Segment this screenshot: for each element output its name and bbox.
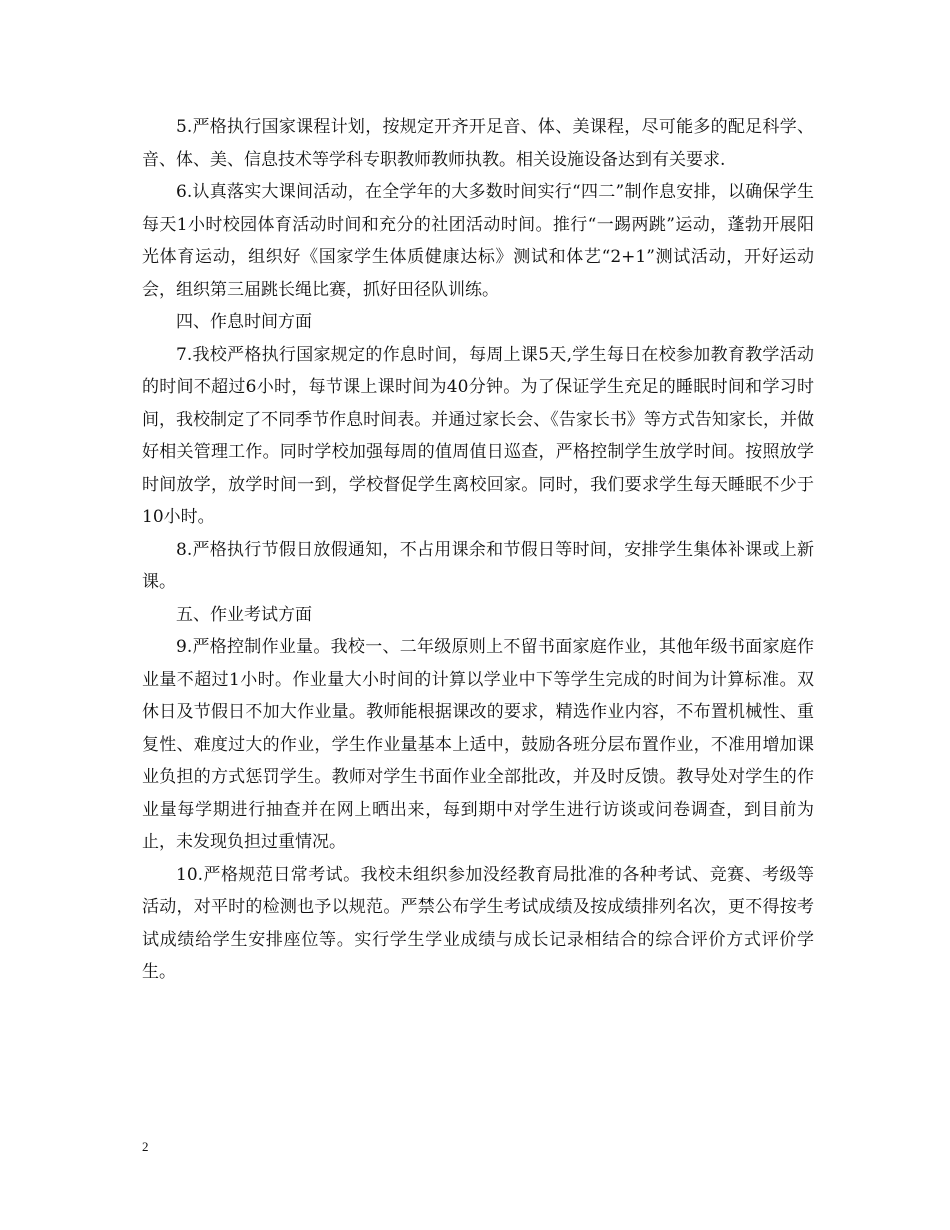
page-number: 2 [142,1139,149,1154]
paragraph-item-7: 7.我校严格执行国家规定的作息时间，每周上课5天,学生每日在校参加教育教学活动的时间不超过6小时，每节课上课时间为40分钟。为了保证学生充足的睡眠时间和学习时间，我校制定了不同季节作息时间表。并通过家长会、《告家长书》等方式告知家长，并做好相关管理工作。同时学校加强每周的值周值日巡查，严格控制学生放学时间。按照放学时间放学，放学时间一到，学校督促学生离校回家。同时，我们要求学生每天睡眠不少于10小时。 [142,344,814,527]
paragraph-item-8: 8.严格执行节假日放假通知，不占用课余和节假日等时间，安排学生集体补课或上新课。 [142,539,814,592]
paragraph-item-9: 9.严格控制作业量。我校一、二年级原则上不留书面家庭作业，其他年级书面家庭作业量不超过1小时。作业量大小时间的计算以学业中下等学生完成的时间为计算标准。双休日及节假日不加大作业量。教师能根据课改的要求，精选作业内容，不布置机械性、重复性、难度过大的作业，学生作业量基本上适中，鼓励各班分层布置作业，不准用增加课业负担的方式惩罚学生。教师对学生书面作业全部批改，并及时反馈。教导处对学生的作业量每学期进行抽查并在网上晒出来，每到期中对学生进行访谈或问卷调查，到目前为止，未发现负担过重情况。 [142,637,814,852]
section-heading-schedule: 四、作息时间方面 [176,312,312,332]
paragraph-item-6: 6.认真落实大课间活动，在全学年的大多数时间实行“四二”制作息安排，以确保学生每天1小时校园体育活动时间和充分的社团活动时间。推行“一踢两跳”运动，蓬勃开展阳光体育运动，组织好《国家学生体质健康达标》测试和体艺“2+1”测试活动，开好运动会，组织第三届跳长绳比赛，抓好田径队训练。 [142,182,814,300]
paragraph-item-5: 5.严格执行国家课程计划，按规定开齐开足音、体、美课程，尽可能多的配足科学、音、体、美、信息技术等学科专职教师教师执教。相关设施设备达到有关要求. [142,117,814,170]
section-heading-homework-exams: 五、作业考试方面 [176,604,312,625]
paragraph-item-10: 10.严格规范日常考试。我校未组织参加没经教育局批准的各种考试、竞赛、考级等活动，对平时的检测也予以规范。严禁公布学生考试成绩及按成绩排列名次，更不得按考试成绩给学生安排座位等。实行学生学业成绩与成长记录相结合的综合评价方式评价学生。 [142,864,814,982]
document-body [142,111,814,989]
